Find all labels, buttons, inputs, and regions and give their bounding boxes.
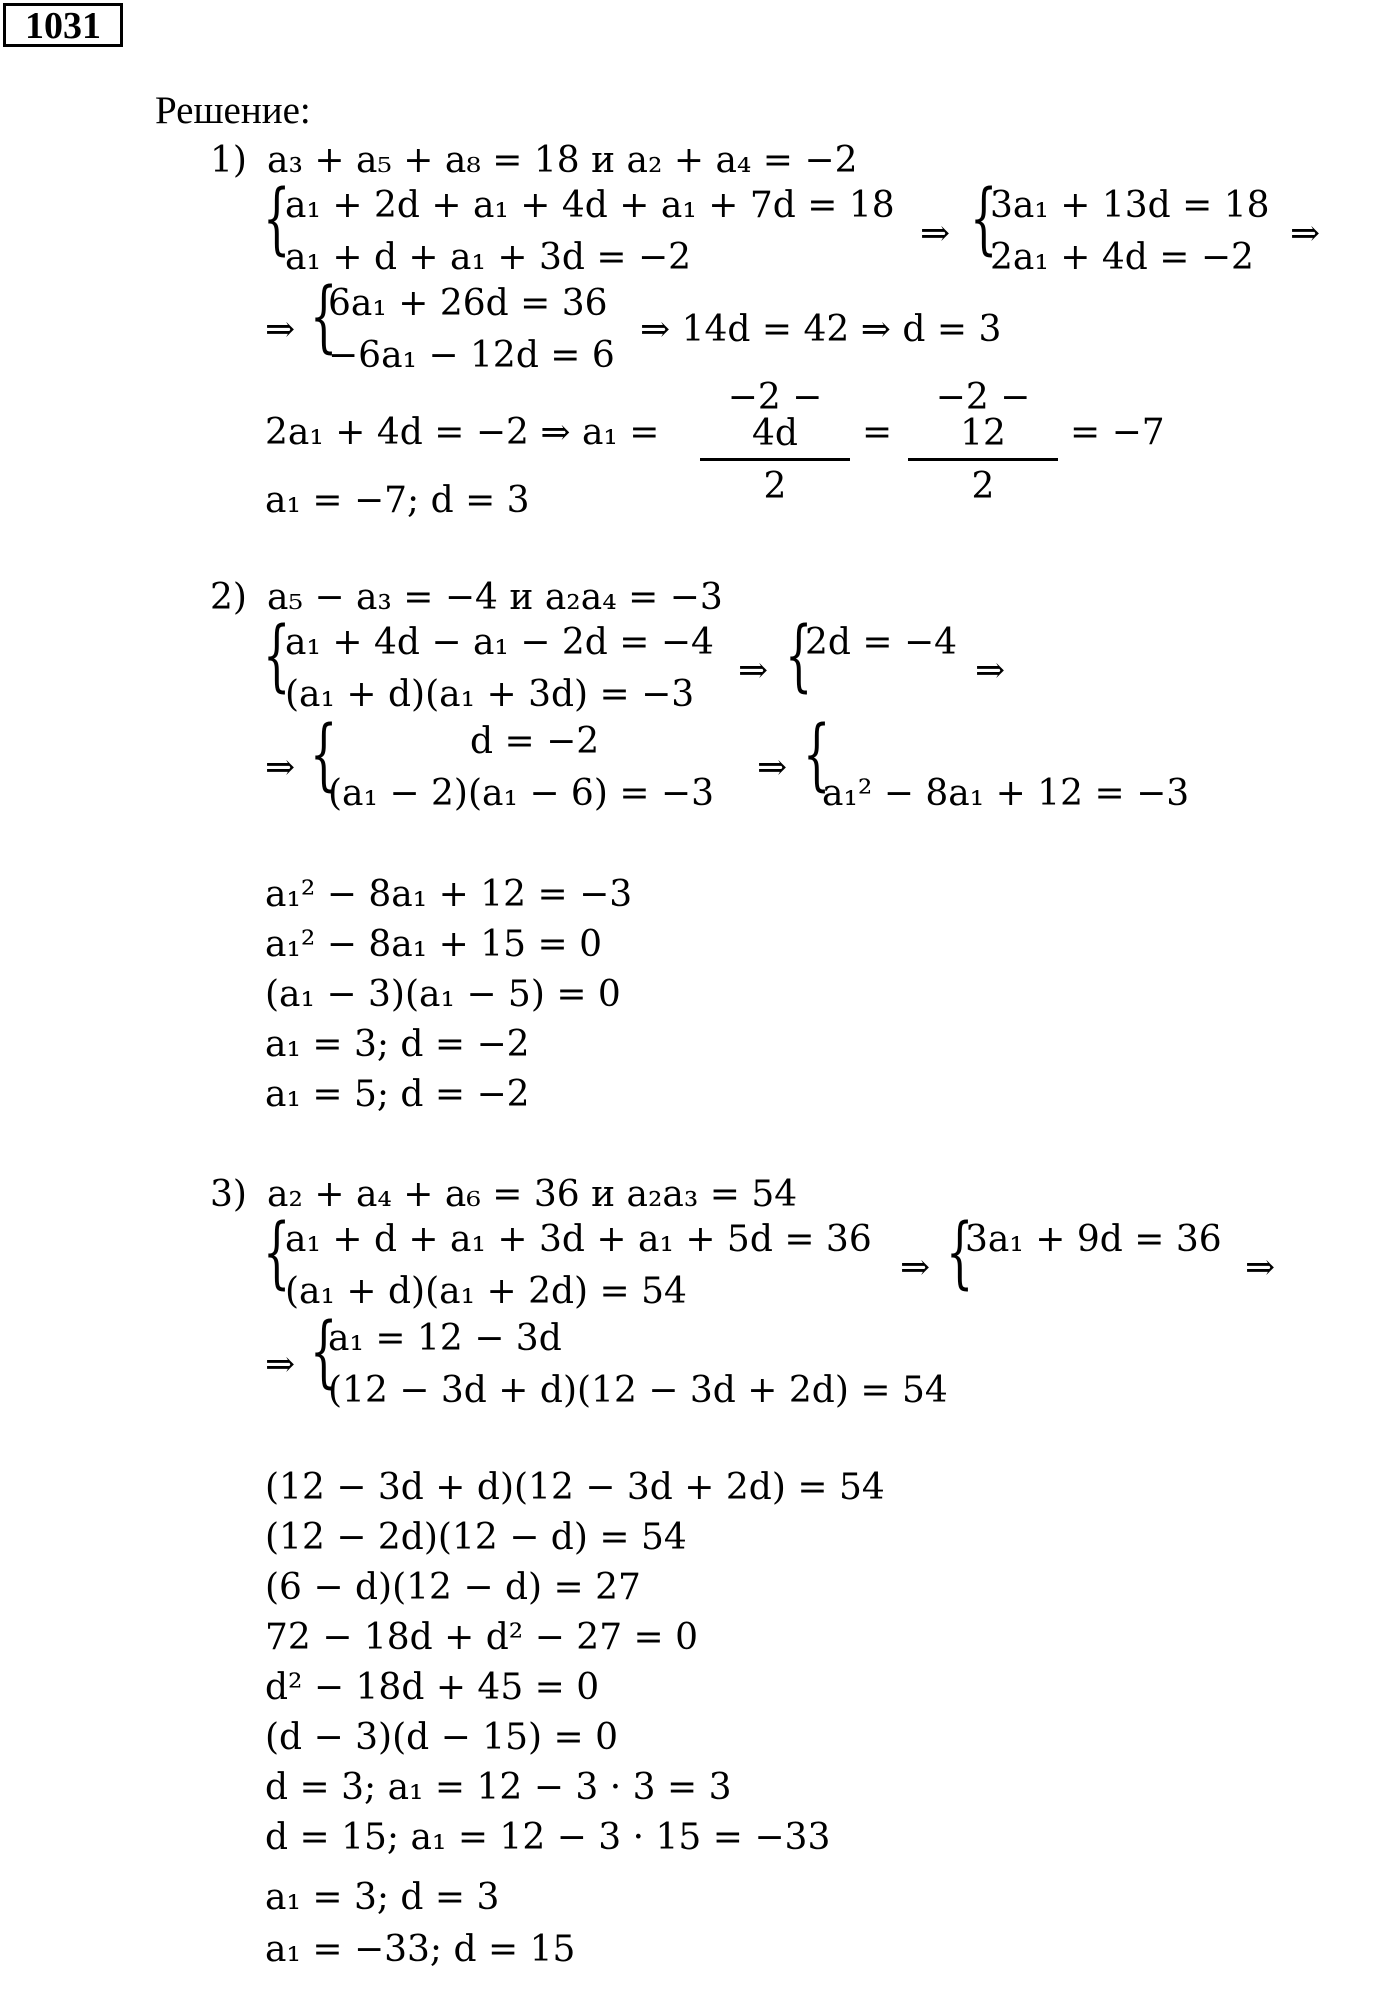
- part2-system1-line2: (a₁ + d)(a₁ + 3d) = −3: [285, 674, 695, 715]
- part3-step: d = 3; a₁ = 12 − 3 · 3 = 3: [265, 1767, 732, 1808]
- part3-step: (6 − d)(12 − d) = 27: [265, 1567, 641, 1608]
- part1-equals: =: [862, 412, 893, 453]
- part3-system3-brace: {: [310, 1307, 338, 1397]
- part1-system1-line1: a₁ + 2d + a₁ + 4d + a₁ + 7d = 18: [285, 185, 895, 226]
- part2-arrow2: ⇒: [975, 650, 1006, 691]
- part1-fraction2: [908, 377, 1058, 507]
- part1-fraction-result: = −7: [1070, 412, 1165, 453]
- part1-given: a₃ + a₅ + a₈ = 18 и a₂ + a₄ = −2: [267, 140, 858, 181]
- part3-answer: a₁ = 3; d = 3: [265, 1877, 500, 1918]
- part1-fraction1-denominator: 2: [763, 466, 787, 507]
- part3-step: d² − 18d + 45 = 0: [265, 1667, 600, 1708]
- part2-step: a₁² − 8a₁ + 15 = 0: [265, 924, 602, 965]
- part2-system2-line1: 2d = −4: [805, 622, 958, 663]
- part1-fraction2-bar: [908, 458, 1058, 461]
- part2-system1-brace: {: [263, 611, 291, 701]
- part3-answer: a₁ = −33; d = 15: [265, 1929, 576, 1970]
- part3-system1-line2: (a₁ + d)(a₁ + 2d) = 54: [285, 1271, 687, 1312]
- problem-number: 1031: [3, 3, 123, 47]
- part1-fraction2-numerator: −2 − 12: [935, 377, 1031, 454]
- part2-given: a₅ − a₃ = −4 и a₂a₄ = −3: [267, 577, 723, 618]
- part1-fraction1: [700, 377, 850, 507]
- part2-arrow3: ⇒: [265, 747, 296, 788]
- part1-answer: a₁ = −7; d = 3: [265, 480, 530, 521]
- part1-system2-brace: {: [970, 174, 998, 264]
- part2-system3-brace: {: [310, 710, 338, 800]
- part1-arrow2: ⇒: [1290, 213, 1321, 254]
- solution-label: Решение:: [155, 89, 311, 132]
- part3-system1-brace: {: [263, 1208, 291, 1298]
- part1-system2-line2: 2a₁ + 4d = −2: [990, 237, 1254, 278]
- part3-arrow1: ⇒: [900, 1247, 931, 1288]
- part3-system3-line2: (12 − 3d + d)(12 − 3d + 2d) = 54: [328, 1370, 948, 1411]
- part3-step: d = 15; a₁ = 12 − 3 · 15 = −33: [265, 1817, 831, 1858]
- part1-arrow3: ⇒: [265, 309, 296, 350]
- part3-system1-line1: a₁ + d + a₁ + 3d + a₁ + 5d = 36: [285, 1219, 872, 1260]
- part1-fraction-lead: 2a₁ + 4d = −2 ⇒ a₁ =: [265, 412, 660, 453]
- part1-fraction1-bar: [700, 458, 850, 461]
- part1-label: 1): [210, 140, 247, 181]
- part2-step: (a₁ − 3)(a₁ − 5) = 0: [265, 974, 621, 1015]
- part1-fraction2-denominator: 2: [971, 466, 995, 507]
- part1-system3-line2: −6a₁ − 12d = 6: [328, 335, 615, 376]
- part2-arrow4: ⇒: [757, 747, 788, 788]
- part2-system4-line2: a₁² − 8a₁ + 12 = −3: [822, 773, 1190, 814]
- part1-system3-result: ⇒ 14d = 42 ⇒ d = 3: [640, 309, 1002, 350]
- part3-step: 72 − 18d + d² − 27 = 0: [265, 1617, 699, 1658]
- part1-system1-line2: a₁ + d + a₁ + 3d = −2: [285, 237, 692, 278]
- part3-step: (12 − 2d)(12 − d) = 54: [265, 1517, 687, 1558]
- part1-system3-brace: {: [310, 272, 338, 362]
- part1-system2-line1: 3a₁ + 13d = 18: [990, 185, 1270, 226]
- part2-system3-line2: (a₁ − 2)(a₁ − 6) = −3: [328, 773, 714, 814]
- part2-answer: a₁ = 5; d = −2: [265, 1074, 530, 1115]
- part2-arrow1: ⇒: [738, 650, 769, 691]
- part3-system3-line1: a₁ = 12 − 3d: [328, 1318, 562, 1359]
- part2-step: a₁² − 8a₁ + 12 = −3: [265, 874, 633, 915]
- part2-answer: a₁ = 3; d = −2: [265, 1024, 530, 1065]
- part3-arrow3: ⇒: [265, 1344, 296, 1385]
- part3-step: (d − 3)(d − 15) = 0: [265, 1717, 619, 1758]
- part3-arrow2: ⇒: [1245, 1247, 1276, 1288]
- part1-arrow1: ⇒: [920, 213, 951, 254]
- part2-system2-brace: {: [785, 611, 813, 701]
- part2-system4-brace: {: [803, 710, 831, 800]
- part1-system1-brace: {: [263, 174, 291, 264]
- part3-system2-line1: 3a₁ + 9d = 36: [965, 1219, 1222, 1260]
- part3-given: a₂ + a₄ + a₆ = 36 и a₂a₃ = 54: [267, 1174, 798, 1215]
- part2-system3-line1: d = −2: [470, 721, 600, 762]
- part2-label: 2): [210, 577, 247, 618]
- part2-system1-line1: a₁ + 4d − a₁ − 2d = −4: [285, 622, 714, 663]
- part3-label: 3): [210, 1174, 247, 1215]
- part3-step: (12 − 3d + d)(12 − 3d + 2d) = 54: [265, 1467, 885, 1508]
- part3-system2-brace: {: [946, 1208, 974, 1298]
- part1-fraction1-numerator: −2 − 4d: [727, 377, 823, 454]
- part1-system3-line1: 6a₁ + 26d = 36: [328, 283, 608, 324]
